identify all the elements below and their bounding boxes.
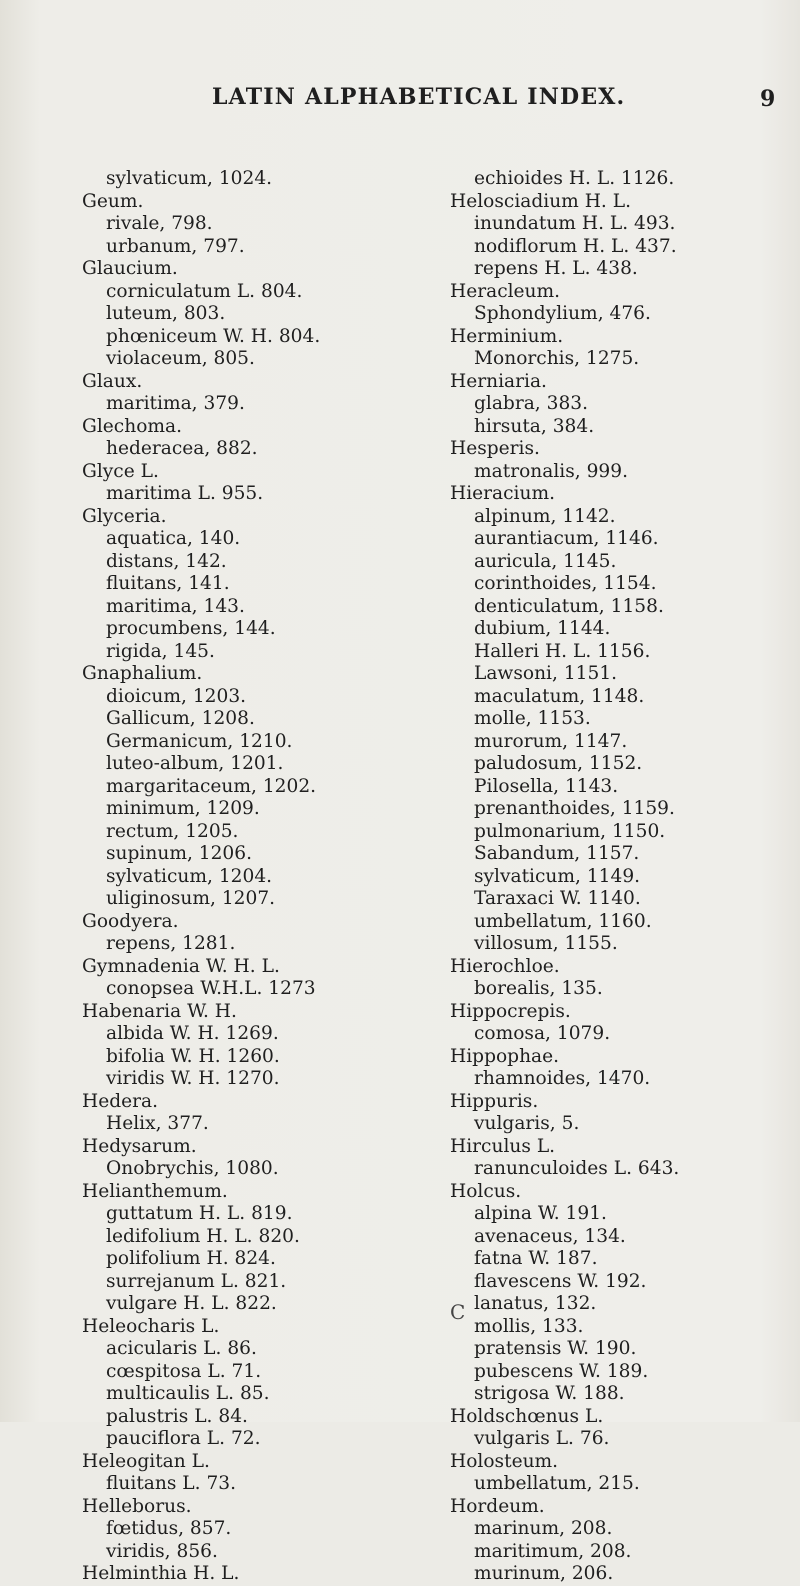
index-species: maculatum, 1148. [474, 685, 645, 707]
index-genus: Glyceria. [82, 505, 167, 527]
index-genus: Hieracium. [450, 483, 556, 504]
index-species: repens, 1281. [106, 933, 236, 954]
index-species: matronalis, 999. [474, 460, 628, 482]
index-genus: Holdschœnus L. [450, 1405, 604, 1427]
index-species: ledifolium H. L. 820. [106, 1225, 300, 1247]
index-genus: Glyce L. [82, 460, 159, 482]
index-genus: Glaucium. [82, 258, 178, 279]
index-column-right [450, 168, 790, 1586]
index-genus: Helminthia H. L. [82, 1563, 240, 1584]
index-species: Gallicum, 1208. [106, 708, 255, 729]
index-species: dioicum, 1203. [106, 685, 247, 707]
index-genus: Heleocharis L. [82, 1315, 220, 1337]
index-species: supinum, 1206. [106, 843, 252, 864]
page-header [0, 84, 800, 114]
index-species: vulgaris, 5. [474, 1113, 580, 1134]
index-species: dubium, 1144. [474, 618, 611, 639]
index-species: violaceum, 805. [106, 348, 255, 369]
index-species: urbanum, 797. [106, 235, 245, 257]
index-species: Halleri H. L. 1156. [474, 640, 651, 662]
index-species: procumbens, 144. [106, 618, 276, 639]
index-genus: Helianthemum. [82, 1180, 228, 1202]
index-species: margaritaceum, 1202. [106, 775, 317, 797]
index-species: hirsuta, 384. [474, 415, 595, 437]
index-species: fluitans L. 73. [106, 1473, 237, 1494]
index-species: murorum, 1147. [474, 730, 628, 752]
index-genus: Hesperis. [450, 438, 540, 459]
index-species: umbellatum, 1160. [474, 910, 652, 932]
index-species: denticulatum, 1158. [474, 595, 664, 617]
index-species: Sabandum, 1157. [474, 843, 640, 864]
index-species: polifolium H. 824. [106, 1248, 276, 1269]
index-species: alpina W. 191. [474, 1203, 607, 1224]
index-genus: Hippocrepis. [450, 1000, 571, 1022]
index-species: vulgare H. L. 822. [106, 1293, 277, 1314]
index-species: viridis W. H. 1270. [106, 1068, 280, 1089]
index-species: auricula, 1145. [474, 550, 617, 572]
index-genus: Helosciadium H. L. [450, 190, 632, 212]
index-species: pubescens W. 189. [474, 1360, 649, 1382]
index-species: borealis, 135. [474, 978, 603, 999]
index-species: molle, 1153. [474, 708, 591, 729]
index-genus: Gymnadenia W. H. L. [82, 955, 280, 977]
index-genus: Holcus. [450, 1180, 522, 1202]
index-species: luteo-album, 1201. [106, 753, 284, 774]
index-species: mollis, 133. [474, 1315, 584, 1337]
index-species: rivale, 798. [106, 213, 213, 234]
index-genus: Glaux. [82, 370, 143, 392]
index-species: pulmonarium, 1150. [474, 820, 666, 842]
index-species: viridis, 856. [106, 1540, 218, 1562]
index-species: luteum, 803. [106, 303, 226, 324]
index-species: corinthoides, 1154. [474, 573, 657, 594]
index-species: Taraxaci W. 1140. [474, 888, 641, 909]
index-species: echioides H. L. 1126. [474, 168, 675, 189]
index-genus: Heleogitan L. [82, 1450, 210, 1472]
index-species: umbellatum, 215. [474, 1473, 640, 1494]
index-species: maritima, 143. [106, 595, 245, 617]
index-species: cœspitosa L. 71. [106, 1360, 262, 1382]
page-number: 9 [760, 86, 776, 112]
index-genus: Herniaria. [450, 370, 547, 392]
index-species: comosa, 1079. [474, 1023, 611, 1044]
index-genus: Gnaphalium. [82, 663, 203, 684]
index-species: fatna W. 187. [474, 1248, 598, 1269]
index-species: distans, 142. [106, 550, 227, 572]
index-species: Helix, 377. [106, 1113, 209, 1134]
index-species: flavescens W. 192. [474, 1270, 647, 1292]
index-species: maritimum, 208. [474, 1540, 632, 1562]
index-species: aquatica, 140. [106, 528, 241, 549]
index-genus: Goodyera. [82, 910, 179, 932]
index-species: Onobrychis, 1080. [106, 1158, 279, 1179]
index-species: glabra, 383. [474, 393, 589, 414]
index-species: sylvaticum, 1149. [474, 865, 641, 887]
index-genus: Hordeum. [450, 1495, 545, 1517]
index-genus: Hippuris. [450, 1090, 539, 1112]
index-species: paludosum, 1152. [474, 753, 643, 774]
index-species: minimum, 1209. [106, 798, 260, 819]
index-species: albida W. H. 1269. [106, 1023, 279, 1044]
index-species: repens H. L. 438. [474, 258, 638, 279]
index-genus: Glechoma. [82, 415, 183, 437]
index-species: villosum, 1155. [474, 933, 618, 954]
index-species: lanatus, 132. [474, 1293, 597, 1314]
index-species: rigida, 145. [106, 640, 215, 662]
index-genus: Hierochloe. [450, 955, 560, 977]
index-species: maritima, 379. [106, 393, 245, 414]
footer-mark: C [450, 1300, 466, 1324]
index-species: hederacea, 882. [106, 438, 258, 459]
index-species: sylvaticum, 1204. [106, 865, 273, 887]
index-species: pratensis W. 190. [474, 1338, 637, 1359]
index-species: phœniceum W. H. 804. [106, 325, 321, 347]
index-species: Lawsoni, 1151. [474, 663, 618, 684]
index-genus: Herminium. [450, 325, 564, 347]
index-species: fœtidus, 857. [106, 1518, 232, 1539]
index-genus: Heracleum. [450, 280, 561, 302]
index-species: murinum, 206. [474, 1563, 614, 1584]
index-species: Monorchis, 1275. [474, 348, 640, 369]
index-species: ranunculoides L. 643. [474, 1158, 680, 1179]
index-species: acicularis L. 86. [106, 1338, 257, 1359]
index-genus: Holosteum. [450, 1450, 559, 1472]
index-species: strigosa W. 188. [474, 1383, 625, 1404]
index-species: vulgaris L. 76. [474, 1428, 610, 1449]
index-species: Germanicum, 1210. [106, 730, 293, 752]
index-species: inundatum H. L. 493. [474, 213, 676, 234]
index-genus: Hirculus L. [450, 1135, 556, 1157]
index-species: palustris L. 84. [106, 1405, 248, 1427]
index-species: maritima L. 955. [106, 483, 264, 504]
index-species: fluitans, 141. [106, 573, 230, 594]
index-species: Pilosella, 1143. [474, 775, 619, 797]
index-column-left [82, 168, 412, 1586]
index-species: alpinum, 1142. [474, 505, 616, 527]
index-species: avenaceus, 134. [474, 1225, 626, 1247]
index-genus: Hedysarum. [82, 1135, 197, 1157]
index-species: corniculatum L. 804. [106, 280, 303, 302]
index-species: rhamnoides, 1470. [474, 1068, 651, 1089]
index-genus: Hippophae. [450, 1045, 560, 1067]
page-title: LATIN ALPHABETICAL INDEX. [212, 84, 626, 110]
index-species: sylvaticum, 1024. [106, 168, 273, 189]
index-species: conopsea W.H.L. 1273 [106, 978, 316, 999]
index-species: nodiflorum H. L. 437. [474, 235, 677, 257]
index-species: aurantiacum, 1146. [474, 528, 659, 549]
index-species: guttatum H. L. 819. [106, 1203, 293, 1224]
index-species: surrejanum L. 821. [106, 1270, 287, 1292]
index-genus: Geum. [82, 190, 144, 212]
index-species: uliginosum, 1207. [106, 888, 276, 909]
index-species: Sphondylium, 476. [474, 303, 651, 324]
index-species: multicaulis L. 85. [106, 1383, 270, 1404]
index-species: marinum, 208. [474, 1518, 613, 1539]
index-genus: Hedera. [82, 1090, 159, 1112]
index-species: pauciflora L. 72. [106, 1428, 261, 1449]
index-genus: Habenaria W. H. [82, 1000, 237, 1022]
index-genus: Helleborus. [82, 1495, 192, 1517]
index-species: bifolia W. H. 1260. [106, 1045, 280, 1067]
index-species: rectum, 1205. [106, 820, 239, 842]
index-species: prenanthoides, 1159. [474, 798, 675, 819]
